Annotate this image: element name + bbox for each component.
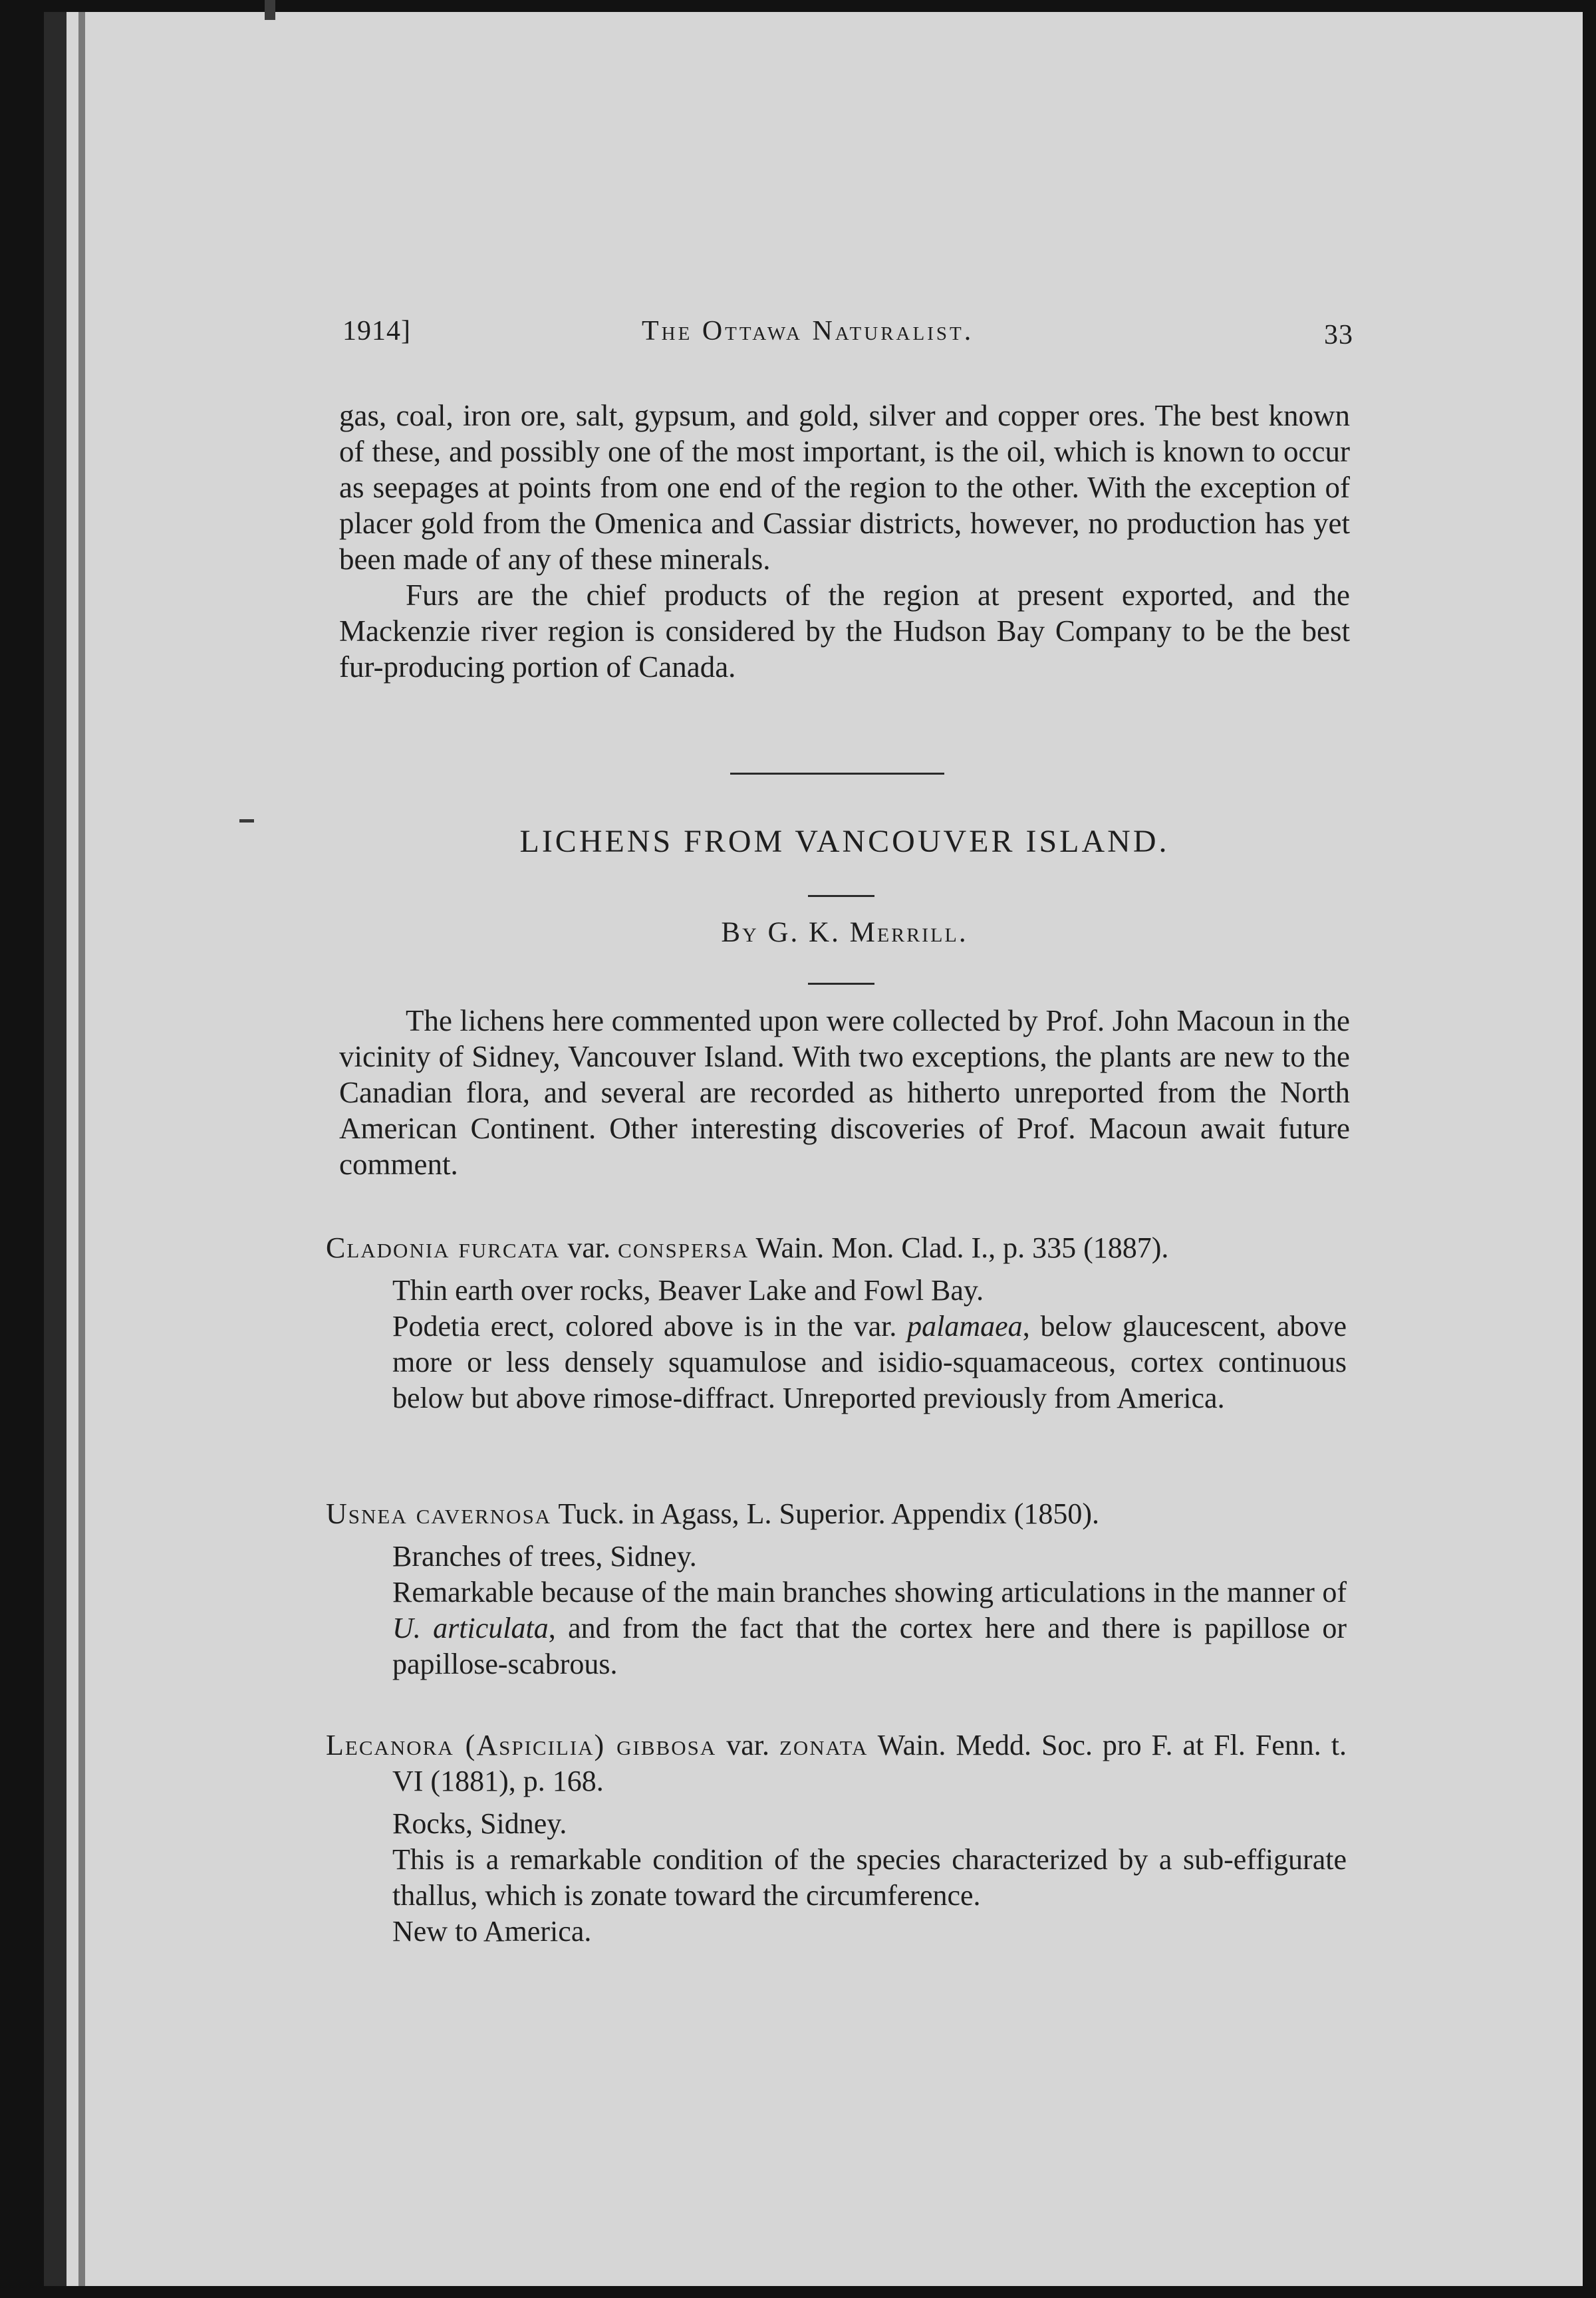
species-note xyxy=(392,1309,1347,1416)
note-text: Podetia erect, colored above is in the var. xyxy=(392,1310,908,1342)
byline-rule xyxy=(808,983,874,985)
species-locality: Thin earth over rocks, Beaver Lake and Fowl Bay. xyxy=(392,1274,984,1307)
species-name: Usnea cavernosa xyxy=(326,1497,552,1530)
note-italic-term: U. articulata xyxy=(392,1612,549,1644)
species-connector: var. xyxy=(560,1231,618,1264)
page-edge-shadow xyxy=(44,12,66,2286)
species-note xyxy=(392,1575,1347,1682)
scan-mark xyxy=(265,0,275,20)
species-citation: Tuck. in Agass, L. Superior. Appendix (1850). xyxy=(551,1497,1099,1530)
note-text: , below glaucescent, above more or less densely squamulose and isidio-squamaceous, cortex continuous below but above rimose-diffract. Unreported previously from America. xyxy=(392,1310,1347,1414)
article-byline: By G. K. Merrill. xyxy=(721,917,968,948)
header-journal-title: The Ottawa Naturalist. xyxy=(642,316,974,346)
species-variety: conspersa xyxy=(618,1231,749,1264)
species-note: New to America. xyxy=(392,1915,592,1948)
species-entry xyxy=(326,1727,1347,1950)
header-year: 1914] xyxy=(342,316,411,346)
section-divider xyxy=(730,773,944,775)
note-text: Remarkable because of the main branches showing articulations in the manner of xyxy=(392,1576,1347,1608)
species-variety: zonata xyxy=(779,1729,868,1761)
title-rule xyxy=(808,895,874,897)
article-intro xyxy=(339,1003,1350,1182)
species-entry xyxy=(326,1230,1347,1416)
species-heading xyxy=(326,1496,1347,1532)
species-heading xyxy=(326,1727,1347,1799)
page-edge-line xyxy=(78,12,85,2286)
article-title: LICHENS FROM VANCOUVER ISLAND. xyxy=(519,824,1170,859)
species-locality: Rocks, Sidney. xyxy=(392,1807,567,1840)
species-entry xyxy=(326,1496,1347,1682)
running-header xyxy=(342,315,1353,355)
paragraph: Furs are the chief products of the region at present exported, and the Mackenzie river region is considered by the Hudson Bay Company to be the best fur-producing portion of Canada. xyxy=(339,578,1350,684)
intro-text xyxy=(339,398,1350,685)
scan-mark xyxy=(239,819,254,823)
note-italic-term: palamaea xyxy=(907,1310,1023,1342)
species-name: Cladonia furcata xyxy=(326,1231,561,1264)
species-locality: Branches of trees, Sidney. xyxy=(392,1540,697,1573)
header-page-number: 33 xyxy=(1324,320,1353,350)
species-citation: Wain. Medd. Soc. pro F. at Fl. Fenn. t. VI (1881), p. 168. xyxy=(392,1729,1347,1797)
note-text: , and from the fact that the cortex here and there is papillose or papillose-scabrous. xyxy=(392,1612,1347,1680)
species-note: This is a remarkable condition of the species characterized by a sub-effigurate thallus, which is zonate toward the circumference. xyxy=(392,1843,1347,1912)
species-name: Lecanora (Aspicilia) gibbosa xyxy=(326,1729,717,1761)
paragraph: gas, coal, iron ore, salt, gypsum, and gold, silver and copper ores. The best known of these, and possibly one of the most important, is the oil, which is known to occur as seepages at points from one end of the region to the other. With the exception of placer gold from the Omenica and Cassiar districts, however, no production has yet been made of any of these minerals. xyxy=(339,399,1350,576)
species-connector: var. xyxy=(716,1729,779,1761)
species-citation: Wain. Mon. Clad. I., p. 335 (1887). xyxy=(749,1231,1169,1264)
paragraph: The lichens here commented upon were collected by Prof. John Macoun in the vicinity of Sidney, Vancouver Island. With two exceptions, the plants are new to the Canadian flora, and several are recorded as hitherto unreported from the North American Continent. Other interesting discoveries of Prof. Macoun await future comment. xyxy=(339,1004,1350,1181)
species-heading xyxy=(326,1230,1347,1266)
